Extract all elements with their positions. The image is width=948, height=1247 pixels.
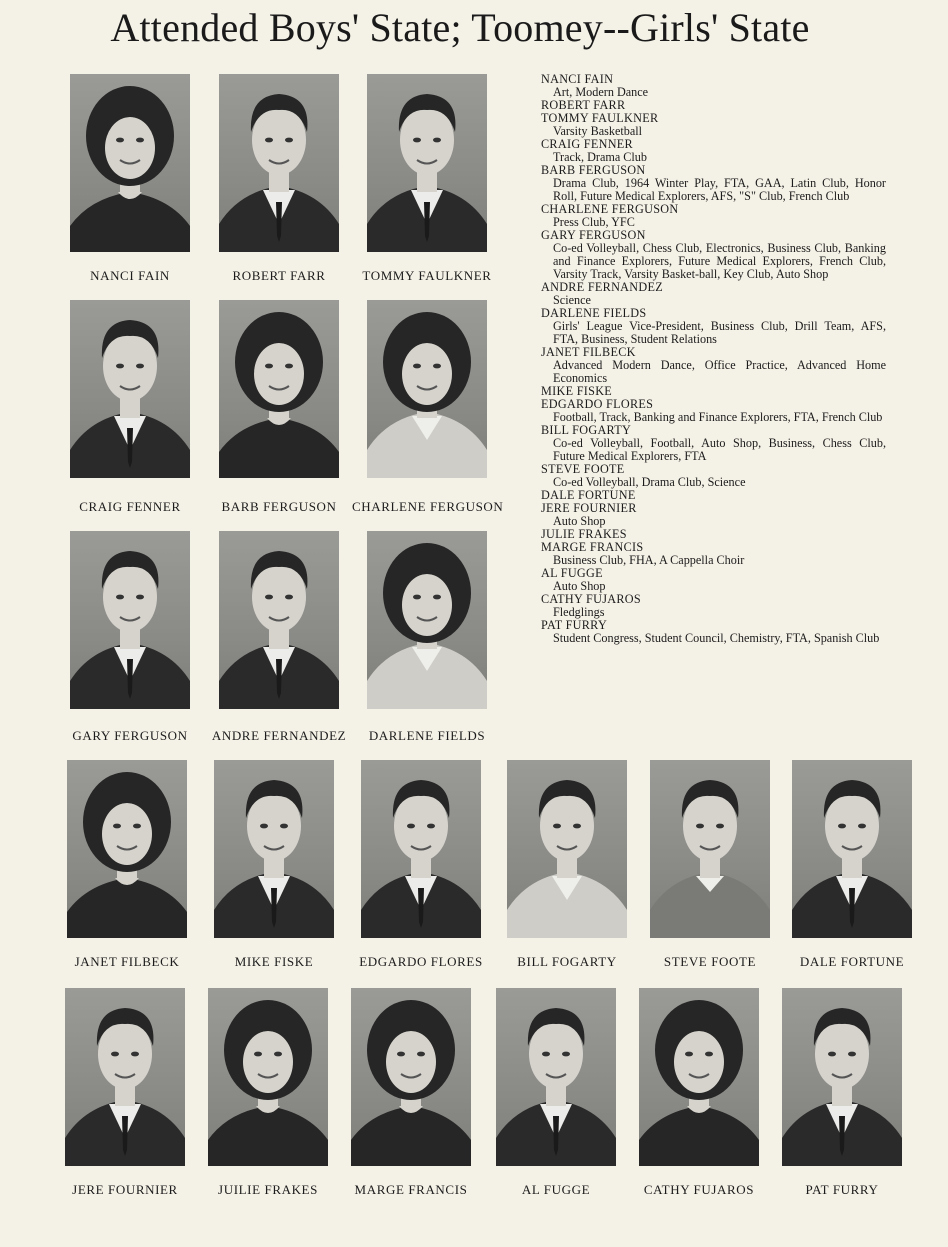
student-name: JERE FOURNIER xyxy=(541,501,637,515)
student-activities: Art, Modern Dance xyxy=(553,85,649,99)
student-activities: Track, Drama Club xyxy=(553,150,647,164)
portrait-photo-cathy-fujaros xyxy=(639,988,759,1166)
student-name: MIKE FISKE xyxy=(541,384,613,398)
student-activities: Advanced Modern Dance, Office Practice, Advanced Home Economics xyxy=(553,358,886,385)
portrait-photo-jere-fournier xyxy=(65,988,185,1166)
portrait-photo-bill-fogarty xyxy=(507,760,627,938)
portrait-caption: EDGARDO FLORES xyxy=(359,954,483,969)
portrait-caption: JUILIE FRAKES xyxy=(218,1182,318,1197)
portrait-caption: CRAIG FENNER xyxy=(79,499,181,514)
portrait-photo-tommy-faulkner xyxy=(367,74,487,252)
student-activities: Press Club, YFC xyxy=(553,215,635,229)
student-name: CHARLENE FERGUSON xyxy=(541,202,679,216)
portrait-photo-barb-ferguson xyxy=(219,300,339,478)
portrait-caption: JANET FILBECK xyxy=(74,954,180,969)
student-name: MARGE FRANCIS xyxy=(541,540,644,554)
activities-list xyxy=(541,73,886,645)
student-activities: Auto Shop xyxy=(553,514,606,528)
portrait-caption: BARB FERGUSON xyxy=(221,499,337,514)
portrait-caption: GARY FERGUSON xyxy=(72,728,188,743)
portrait-photo-charlene-ferguson xyxy=(367,300,487,478)
portrait-photo-robert-farr xyxy=(219,74,339,252)
portrait-caption: CHARLENE FERGUSON xyxy=(352,499,504,514)
student-activities: Student Congress, Student Council, Chemistry, FTA, Spanish Club xyxy=(553,631,880,645)
student-activities: Science xyxy=(553,293,591,307)
student-name: ANDRE FERNANDEZ xyxy=(541,280,663,294)
student-activities: Auto Shop xyxy=(553,579,606,593)
portrait-caption: DALE FORTUNE xyxy=(799,954,905,969)
portrait-photo-craig-fenner xyxy=(70,300,190,478)
portrait-caption: BILL FOGARTY xyxy=(517,954,617,969)
student-activities: Business Club, FHA, A Cappella Choir xyxy=(553,553,745,567)
portrait-photo-al-fugge xyxy=(496,988,616,1166)
student-name: NANCI FAIN xyxy=(541,72,614,86)
portrait-caption: PAT FURRY xyxy=(805,1182,879,1197)
student-name: EDGARDO FLORES xyxy=(541,397,654,411)
student-activities: Varsity Basketball xyxy=(553,124,643,138)
portrait-caption: STEVE FOOTE xyxy=(663,954,757,969)
portrait-photo-andre-fernandez xyxy=(219,531,339,709)
portrait-photo-dale-fortune xyxy=(792,760,912,938)
portrait-caption: MARGE FRANCIS xyxy=(354,1182,468,1197)
portrait-caption: TOMMY FAULKNER xyxy=(362,268,492,283)
student-name: JULIE FRAKES xyxy=(541,527,627,541)
portrait-caption: NANCI FAIN xyxy=(90,268,170,283)
portrait-caption: AL FUGGE xyxy=(521,1182,591,1197)
portrait-photo-marge-francis xyxy=(351,988,471,1166)
portrait-photo-edgardo-flores xyxy=(361,760,481,938)
portrait-caption: CATHY FUJAROS xyxy=(643,1182,755,1197)
student-activities: Football, Track, Banking and Finance Explorers, FTA, French Club xyxy=(553,410,883,424)
student-name: JANET FILBECK xyxy=(541,345,636,359)
student-activities: Co-ed Volleyball, Drama Club, Science xyxy=(553,475,746,489)
portrait-photo-janet-filbeck xyxy=(67,760,187,938)
student-activities: Girls' League Vice-President, Business Club, Drill Team, AFS, FTA, Business, Student Relations xyxy=(553,319,886,346)
portrait-photo-mike-fiske xyxy=(214,760,334,938)
portrait-caption: JERE FOURNIER xyxy=(72,1182,178,1197)
portrait-photo-juilie-frakes xyxy=(208,988,328,1166)
student-name: DALE FORTUNE xyxy=(541,488,636,502)
student-name: CRAIG FENNER xyxy=(541,137,633,151)
portrait-caption: MIKE FISKE xyxy=(234,954,314,969)
portrait-photo-nanci-fain xyxy=(70,74,190,252)
student-name: PAT FURRY xyxy=(541,618,608,632)
student-activities: Fledglings xyxy=(553,605,605,619)
student-name: CATHY FUJAROS xyxy=(541,592,641,606)
student-name: BARB FERGUSON xyxy=(541,163,646,177)
portrait-photo-steve-foote xyxy=(650,760,770,938)
student-name: GARY FERGUSON xyxy=(541,228,646,242)
student-name: TOMMY FAULKNER xyxy=(541,111,659,125)
portrait-caption: DARLENE FIELDS xyxy=(368,728,486,743)
student-activities: Drama Club, 1964 Winter Play, FTA, GAA, Latin Club, Honor Roll, Future Medical Explorers, AFS, "S" Club, French Club xyxy=(553,176,886,203)
student-name: ROBERT FARR xyxy=(541,98,626,112)
portrait-caption: ANDRE FERNANDEZ xyxy=(211,728,347,743)
portrait-photo-pat-furry xyxy=(782,988,902,1166)
student-name: STEVE FOOTE xyxy=(541,462,625,476)
student-name: AL FUGGE xyxy=(541,566,603,580)
student-name: BILL FOGARTY xyxy=(541,423,632,437)
student-activities: Co-ed Volleyball, Chess Club, Electronics, Business Club, Banking and Finance Explorers, Future Medical Explorers, French Club, Varsity Track, Varsity Basket-ball, Key Club, Auto Shop xyxy=(553,241,886,281)
student-name: DARLENE FIELDS xyxy=(541,306,647,320)
portrait-photo-gary-ferguson xyxy=(70,531,190,709)
portrait-photo-darlene-fields xyxy=(367,531,487,709)
page-title: Attended Boys' State; Toomey--Girls' State xyxy=(110,5,810,50)
portrait-caption: ROBERT FARR xyxy=(232,268,326,283)
student-activities: Co-ed Volleyball, Football, Auto Shop, Business, Chess Club, Future Medical Explorers, FTA xyxy=(553,436,886,463)
